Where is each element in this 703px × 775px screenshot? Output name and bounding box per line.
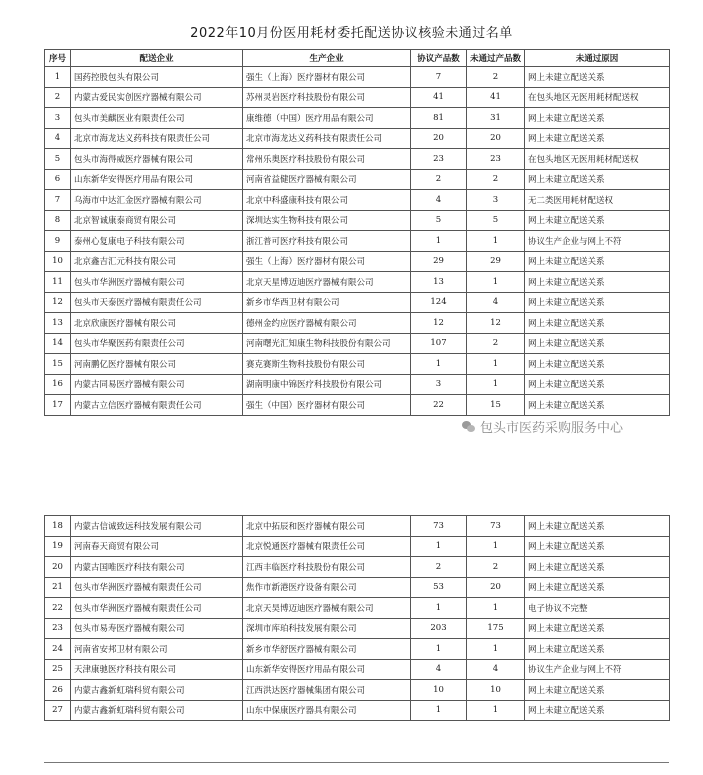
- reason-cell: 协议生产企业与网上不符: [525, 659, 670, 680]
- manufacturer-cell: 苏州灵岩医疗科技股份有限公司: [243, 87, 411, 108]
- agreed-count-cell: 1: [411, 700, 467, 721]
- row-number: 3: [45, 108, 71, 129]
- table-row: [45, 680, 670, 701]
- agreed-count-cell: 203: [411, 618, 467, 639]
- manufacturer-cell: 河南曙光汇知康生物科技股份有限公司: [243, 333, 411, 354]
- table-row: [45, 577, 670, 598]
- failed-count-cell: 2: [467, 557, 525, 578]
- manufacturer-cell: 北京天昊博迈迪医疗器械有限公司: [243, 598, 411, 619]
- wechat-icon: [462, 421, 476, 433]
- reason-cell: 网上未建立配送关系: [525, 210, 670, 231]
- agreed-count-cell: 5: [411, 210, 467, 231]
- header-manufacturer: 生产企业: [243, 50, 411, 67]
- manufacturer-cell: 江西洪达医疗器械集团有限公司: [243, 680, 411, 701]
- table-row: [45, 395, 670, 416]
- agreed-count-cell: 10: [411, 680, 467, 701]
- failed-list-table-part2: [44, 515, 670, 721]
- table-row: [45, 251, 670, 272]
- table-row: [45, 67, 670, 88]
- header-agreed-count: 协议产品数: [411, 50, 467, 67]
- failed-count-cell: 1: [467, 598, 525, 619]
- reason-cell: 网上未建立配送关系: [525, 292, 670, 313]
- reason-cell: 网上未建立配送关系: [525, 67, 670, 88]
- distributor-cell: 包头市海得威医疗器械有限公司: [71, 149, 243, 170]
- row-number: 14: [45, 333, 71, 354]
- reason-cell: 网上未建立配送关系: [525, 108, 670, 129]
- row-number: 12: [45, 292, 71, 313]
- agreed-count-cell: 1: [411, 598, 467, 619]
- reason-cell: 网上未建立配送关系: [525, 354, 670, 375]
- table-row: [45, 231, 670, 252]
- table-row: [45, 536, 670, 557]
- distributor-cell: 内蒙古爱民实创医疗器械有限公司: [71, 87, 243, 108]
- agreed-count-cell: 81: [411, 108, 467, 129]
- distributor-cell: 河南鹏亿医疗器械有限公司: [71, 354, 243, 375]
- row-number: 19: [45, 536, 71, 557]
- table-row: [45, 354, 670, 375]
- agreed-count-cell: 2: [411, 169, 467, 190]
- table-row: [45, 128, 670, 149]
- manufacturer-cell: 北京中拓辰和医疗器械有限公司: [243, 516, 411, 537]
- failed-count-cell: 1: [467, 354, 525, 375]
- header-distributor: 配送企业: [71, 50, 243, 67]
- table-row: [45, 374, 670, 395]
- manufacturer-cell: 北京悦通医疗器械有限责任公司: [243, 536, 411, 557]
- agreed-count-cell: 73: [411, 516, 467, 537]
- agreed-count-cell: 7: [411, 67, 467, 88]
- distributor-cell: 内蒙古鑫新虹瑞科贸有限公司: [71, 700, 243, 721]
- failed-count-cell: 1: [467, 639, 525, 660]
- distributor-cell: 内蒙古鑫新虹瑞科贸有限公司: [71, 680, 243, 701]
- failed-count-cell: 23: [467, 149, 525, 170]
- reason-cell: 网上未建立配送关系: [525, 639, 670, 660]
- distributor-cell: 包头市华洲医疗器械有限责任公司: [71, 577, 243, 598]
- agreed-count-cell: 22: [411, 395, 467, 416]
- row-number: 10: [45, 251, 71, 272]
- row-number: 4: [45, 128, 71, 149]
- distributor-cell: 包头市美麒医业有限责任公司: [71, 108, 243, 129]
- distributor-cell: 北京鑫吉汇元科技有限公司: [71, 251, 243, 272]
- table-row: [45, 210, 670, 231]
- distributor-cell: 包头市华洲医疗器械有限责任公司: [71, 598, 243, 619]
- distributor-cell: 山东新华安得医疗用品有限公司: [71, 169, 243, 190]
- failed-count-cell: 2: [467, 169, 525, 190]
- agreed-count-cell: 13: [411, 272, 467, 293]
- failed-count-cell: 10: [467, 680, 525, 701]
- row-number: 24: [45, 639, 71, 660]
- failed-count-cell: 29: [467, 251, 525, 272]
- manufacturer-cell: 焦作市新港医疗设备有限公司: [243, 577, 411, 598]
- distributor-cell: 内蒙古立信医疗器械有限责任公司: [71, 395, 243, 416]
- manufacturer-cell: 北京天星博迈迪医疗器械有限公司: [243, 272, 411, 293]
- distributor-cell: 乌海市中达汇金医疗器械有限公司: [71, 190, 243, 211]
- row-number: 9: [45, 231, 71, 252]
- manufacturer-cell: 德州金约应医疗器械有限公司: [243, 313, 411, 334]
- manufacturer-cell: 湖南明康中锦医疗科技股份有限公司: [243, 374, 411, 395]
- row-number: 17: [45, 395, 71, 416]
- reason-cell: 网上未建立配送关系: [525, 251, 670, 272]
- table-row: [45, 272, 670, 293]
- agreed-count-cell: 124: [411, 292, 467, 313]
- table-row: [45, 313, 670, 334]
- reason-cell: 网上未建立配送关系: [525, 577, 670, 598]
- row-number: 6: [45, 169, 71, 190]
- table-row: [45, 87, 670, 108]
- row-number: 13: [45, 313, 71, 334]
- distributor-cell: 包头市天泰医疗器械有限责任公司: [71, 292, 243, 313]
- table-row: [45, 516, 670, 537]
- agreed-count-cell: 2: [411, 557, 467, 578]
- row-number: 8: [45, 210, 71, 231]
- failed-count-cell: 15: [467, 395, 525, 416]
- agreed-count-cell: 20: [411, 128, 467, 149]
- failed-count-cell: 20: [467, 577, 525, 598]
- manufacturer-cell: 康维德（中国）医疗用品有限公司: [243, 108, 411, 129]
- table-row: [45, 108, 670, 129]
- failed-count-cell: 4: [467, 659, 525, 680]
- manufacturer-cell: 河南省益健医疗器械有限公司: [243, 169, 411, 190]
- row-number: 15: [45, 354, 71, 375]
- failed-count-cell: 31: [467, 108, 525, 129]
- distributor-cell: 河南春天商贸有限公司: [71, 536, 243, 557]
- failed-count-cell: 1: [467, 374, 525, 395]
- watermark: [462, 417, 623, 436]
- distributor-cell: 内蒙古国唯医疗科技有限公司: [71, 557, 243, 578]
- reason-cell: 网上未建立配送关系: [525, 169, 670, 190]
- table-row: [45, 292, 670, 313]
- reason-cell: 在包头地区无医用耗材配送权: [525, 87, 670, 108]
- distributor-cell: 内蒙古信诚致远科技发展有限公司: [71, 516, 243, 537]
- agreed-count-cell: 23: [411, 149, 467, 170]
- failed-count-cell: 2: [467, 333, 525, 354]
- header-no: 序号: [45, 50, 71, 67]
- reason-cell: 网上未建立配送关系: [525, 557, 670, 578]
- header-failed-count: 未通过产品数: [467, 50, 525, 67]
- manufacturer-cell: 强生（上海）医疗器材有限公司: [243, 251, 411, 272]
- table-row: [45, 659, 670, 680]
- page-edge-divider: [44, 762, 669, 763]
- failed-count-cell: 20: [467, 128, 525, 149]
- manufacturer-cell: 深圳达实生物科技有限公司: [243, 210, 411, 231]
- row-number: 25: [45, 659, 71, 680]
- row-number: 27: [45, 700, 71, 721]
- row-number: 18: [45, 516, 71, 537]
- manufacturer-cell: 山东中保康医疗器具有限公司: [243, 700, 411, 721]
- reason-cell: 网上未建立配送关系: [525, 395, 670, 416]
- reason-cell: 网上未建立配送关系: [525, 374, 670, 395]
- agreed-count-cell: 53: [411, 577, 467, 598]
- failed-count-cell: 12: [467, 313, 525, 334]
- table-row: [45, 618, 670, 639]
- distributor-cell: 国药控股包头有限公司: [71, 67, 243, 88]
- reason-cell: 在包头地区无医用耗材配送权: [525, 149, 670, 170]
- failed-count-cell: 4: [467, 292, 525, 313]
- agreed-count-cell: 1: [411, 231, 467, 252]
- manufacturer-cell: 浙江普可医疗科技有限公司: [243, 231, 411, 252]
- row-number: 16: [45, 374, 71, 395]
- table-row: [45, 190, 670, 211]
- distributor-cell: 北京欣康医疗器械有限公司: [71, 313, 243, 334]
- header-reason: 未通过原因: [525, 50, 670, 67]
- reason-cell: 网上未建立配送关系: [525, 272, 670, 293]
- row-number: 22: [45, 598, 71, 619]
- failed-list-table-part1: [44, 49, 670, 416]
- reason-cell: 网上未建立配送关系: [525, 618, 670, 639]
- distributor-cell: 内蒙古同易医疗器械有限公司: [71, 374, 243, 395]
- table-row: [45, 169, 670, 190]
- manufacturer-cell: 新乡市华舒医疗器械有限公司: [243, 639, 411, 660]
- row-number: 11: [45, 272, 71, 293]
- agreed-count-cell: 41: [411, 87, 467, 108]
- row-number: 23: [45, 618, 71, 639]
- row-number: 1: [45, 67, 71, 88]
- distributor-cell: 河南省安邦卫材有限公司: [71, 639, 243, 660]
- agreed-count-cell: 29: [411, 251, 467, 272]
- table-body-part2: [45, 516, 670, 721]
- reason-cell: 无二类医用耗材配送权: [525, 190, 670, 211]
- table-body-part1: [45, 67, 670, 416]
- distributor-cell: 包头市华聚医药有限责任公司: [71, 333, 243, 354]
- row-number: 21: [45, 577, 71, 598]
- table-row: [45, 700, 670, 721]
- agreed-count-cell: 4: [411, 659, 467, 680]
- agreed-count-cell: 12: [411, 313, 467, 334]
- failed-count-cell: 3: [467, 190, 525, 211]
- table-row: [45, 639, 670, 660]
- failed-count-cell: 41: [467, 87, 525, 108]
- table-row: [45, 333, 670, 354]
- agreed-count-cell: 1: [411, 536, 467, 557]
- failed-count-cell: 2: [467, 67, 525, 88]
- failed-count-cell: 73: [467, 516, 525, 537]
- failed-count-cell: 175: [467, 618, 525, 639]
- row-number: 26: [45, 680, 71, 701]
- row-number: 20: [45, 557, 71, 578]
- reason-cell: 网上未建立配送关系: [525, 680, 670, 701]
- manufacturer-cell: 北京中科盛康科技有限公司: [243, 190, 411, 211]
- row-number: 7: [45, 190, 71, 211]
- table-row: [45, 557, 670, 578]
- manufacturer-cell: 北京市海龙达义药科技有限责任公司: [243, 128, 411, 149]
- table-row: [45, 149, 670, 170]
- reason-cell: 网上未建立配送关系: [525, 516, 670, 537]
- failed-count-cell: 5: [467, 210, 525, 231]
- table-header-row: [45, 50, 670, 67]
- failed-count-cell: 1: [467, 536, 525, 557]
- manufacturer-cell: 常州乐奥医疗科技股份有限公司: [243, 149, 411, 170]
- manufacturer-cell: 山东新华安得医疗用品有限公司: [243, 659, 411, 680]
- distributor-cell: 包头市华洲医疗器械有限公司: [71, 272, 243, 293]
- row-number: 5: [45, 149, 71, 170]
- reason-cell: 网上未建立配送关系: [525, 700, 670, 721]
- reason-cell: 网上未建立配送关系: [525, 313, 670, 334]
- agreed-count-cell: 4: [411, 190, 467, 211]
- distributor-cell: 北京市海龙达义药科技有限责任公司: [71, 128, 243, 149]
- distributor-cell: 天津康驰医疗科技有限公司: [71, 659, 243, 680]
- failed-count-cell: 1: [467, 272, 525, 293]
- failed-count-cell: 1: [467, 700, 525, 721]
- page-title: 2022年10月份医用耗材委托配送协议核验未通过名单: [190, 26, 513, 41]
- agreed-count-cell: 3: [411, 374, 467, 395]
- distributor-cell: 泰州心复康电子科技有限公司: [71, 231, 243, 252]
- distributor-cell: 包头市易寿医疗器械有限公司: [71, 618, 243, 639]
- manufacturer-cell: 江西丰临医疗科技股份有限公司: [243, 557, 411, 578]
- distributor-cell: 北京智诚康泰商贸有限公司: [71, 210, 243, 231]
- table-row: [45, 598, 670, 619]
- failed-count-cell: 1: [467, 231, 525, 252]
- agreed-count-cell: 1: [411, 354, 467, 375]
- manufacturer-cell: 强生（中国）医疗器材有限公司: [243, 395, 411, 416]
- reason-cell: 电子协议不完整: [525, 598, 670, 619]
- agreed-count-cell: 1: [411, 639, 467, 660]
- reason-cell: 网上未建立配送关系: [525, 333, 670, 354]
- manufacturer-cell: 赛克赛斯生物科技股份有限公司: [243, 354, 411, 375]
- reason-cell: 网上未建立配送关系: [525, 536, 670, 557]
- manufacturer-cell: 深圳市库珀科技发展有限公司: [243, 618, 411, 639]
- reason-cell: 网上未建立配送关系: [525, 128, 670, 149]
- reason-cell: 协议生产企业与网上不符: [525, 231, 670, 252]
- row-number: 2: [45, 87, 71, 108]
- watermark-text: 包头市医药采购服务中心: [480, 421, 624, 436]
- agreed-count-cell: 107: [411, 333, 467, 354]
- manufacturer-cell: 强生（上海）医疗器材有限公司: [243, 67, 411, 88]
- manufacturer-cell: 新乡市华西卫材有限公司: [243, 292, 411, 313]
